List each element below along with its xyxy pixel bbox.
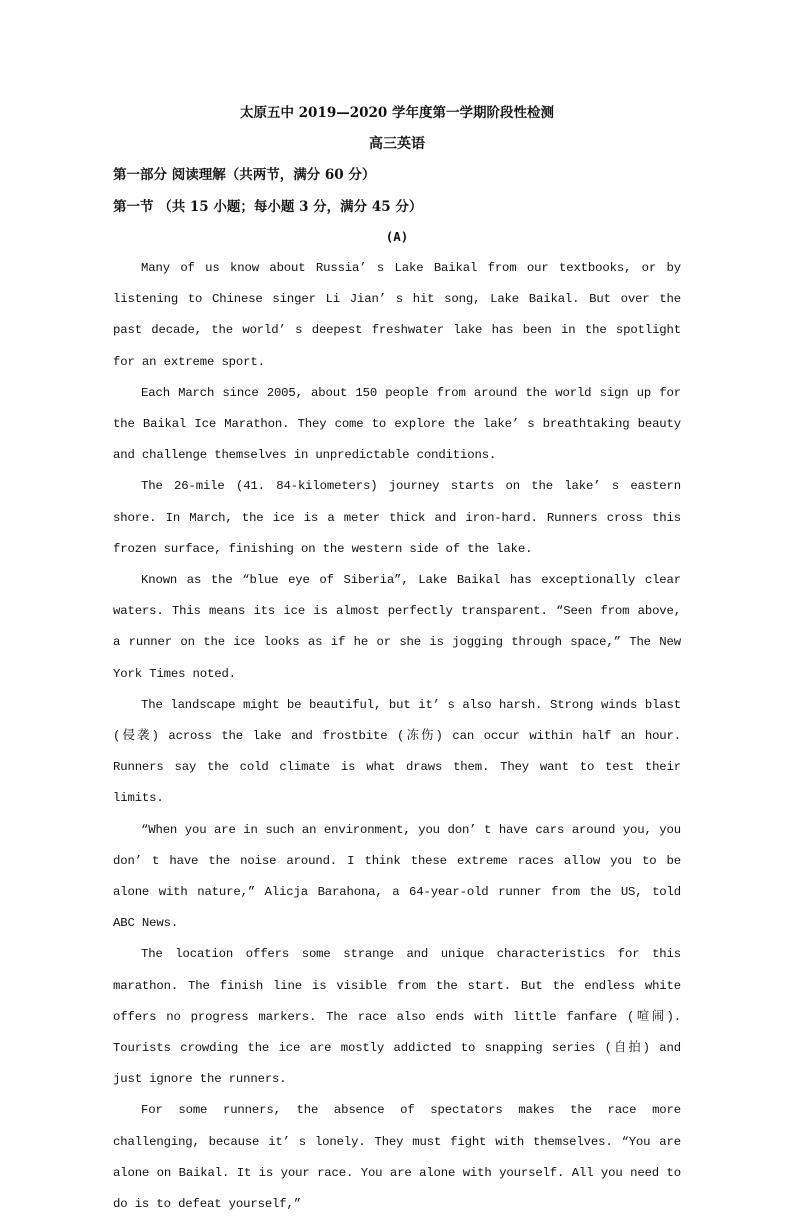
passage-paragraph: The location offers some strange and unique characteristics for this marathon. The finish line is visible from the start. But the endless white offers no progress markers. The race also ends with little fanfare (喧闹). Tourists crowding the ice are mostly addicted to snapping series (自拍) and just ignore the runners.: [113, 947, 681, 1087]
passage-paragraph: The landscape might be beautiful, but it’ s also harsh. Strong winds blast (侵袭) across the lake and frostbite (冻伤) can occur within half an hour. Runners say the cold climate is what draws them. They want to test their limits.: [113, 697, 681, 806]
exam-title: 太原五中 2019—2020 学年度第一学期阶段性检测: [239, 105, 555, 121]
passage-paragraph: “When you are in such an environment, you don’ t have cars around you, you don’ t have the noise around. I think these extreme races allow you to be alone with nature,” Alicja Barahona, a 64-year-old runner from the US, told ABC News.: [113, 822, 681, 931]
part-heading: 第一部分 阅读理解（共两节，满分 60 分）: [113, 167, 376, 183]
passage-paragraph: Many of us know about Russia’ s Lake Baikal from our textbooks, or by listening to Chinese singer Li Jian’ s hit song, Lake Baikal. But over the past decade, the world’ s deepest freshwater lake has been in the spotlight for an extreme sport.: [113, 261, 681, 369]
passage-paragraph: For some runners, the absence of spectators makes the race more challenging, because it’ s lonely. They must fight with themselves. “You are alone on Baikal. It is your race. You are alone with yourself. All you need to do is to defeat yourself,”: [113, 1103, 681, 1212]
passage-paragraph: The 26-mile (41. 84-kilometers) journey starts on the lake’ s eastern shore. In March, the ice is a meter thick and iron-hard. Runners cross this frozen surface, finishing on the western side of the lake.: [113, 479, 681, 556]
passage-body: [113, 253, 681, 1220]
passage-paragraph: Known as the “blue eye of Siberia”, Lake Baikal has exceptionally clear waters. This means its ice is almost perfectly transparent. “Seen from above, a runner on the ice looks as if he or she is jogging through space,” The New York Times noted.: [113, 573, 681, 681]
section-heading: 第一节 （共 15 小题；每小题 3 分，满分 45 分）: [113, 199, 423, 215]
passage-label: (A): [385, 229, 409, 244]
passage-paragraph: Each March since 2005, about 150 people from around the world sign up for the Baikal Ice Marathon. They come to explore the lake’ s breathtaking beauty and challenge themselves in unpredictable conditions.: [113, 385, 681, 463]
exam-subject: 高三英语: [369, 136, 425, 152]
